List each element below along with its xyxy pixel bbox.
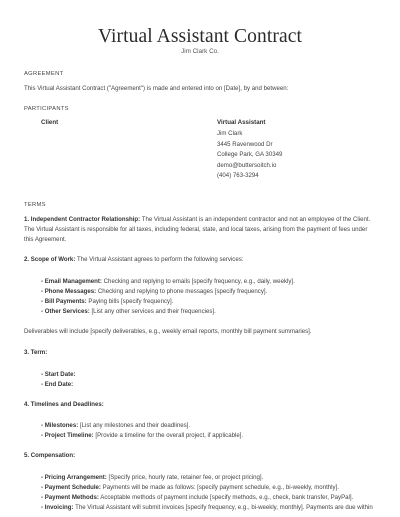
- section-4-heading: 4. Timelines and Deadlines:: [24, 401, 104, 408]
- participants-label: PARTICIPANTS: [24, 106, 69, 112]
- va-address-city: College Park, GA 30349: [217, 151, 283, 158]
- compensation-item: - Invoicing: The Virtual Assistant will submit invoices [specify frequency, e.g., bi-weekly, monthly]. Payments are due within: [41, 504, 373, 511]
- section-1-line-2: The Virtual Assistant is responsible for all taxes, including federal, state, and local taxes, arising from the payment of fees under: [24, 226, 368, 233]
- deliverables-text: Deliverables will include [specify deliverables, e.g., weekly email reports, monthly bill payment summaries].: [24, 328, 312, 335]
- section-5-heading: 5. Compensation:: [24, 452, 76, 459]
- section-2-heading: 2. Scope of Work:: [24, 256, 76, 263]
- section-3-heading: 3. Term:: [24, 349, 48, 356]
- agreement-text: This Virtual Assistant Contract ("Agreement") is made and entered into on [Date], by and between:: [24, 85, 289, 92]
- terms-label: TERMS: [24, 202, 46, 208]
- start-date: - Start Date:: [41, 371, 76, 378]
- scope-item: - Bill Payments: Paying bills [specify frequency].: [41, 298, 174, 305]
- end-date: - End Date:: [41, 381, 74, 388]
- agreement-label: AGREEMENT: [24, 71, 64, 77]
- company-name: Jim Clark Co.: [181, 48, 219, 55]
- va-name: Jim Clark: [217, 130, 243, 137]
- section-1-line-3: this Agreement.: [24, 236, 67, 243]
- va-address-street: 3445 Ravenwood Dr: [217, 141, 273, 148]
- scope-item: - Phone Messages: Checking and replying to phone messages [specify frequency].: [41, 288, 268, 295]
- va-role: Virtual Assistant: [217, 119, 266, 126]
- client-role: Client: [41, 119, 59, 126]
- compensation-item: - Payment Methods: Acceptable methods of payment include [specify methods, e.g., check, bank transfer, PayPal].: [41, 494, 354, 501]
- va-phone: (404) 763-3294: [217, 172, 259, 179]
- scope-item: - Email Management: Checking and replying to emails [specify frequency, e.g., daily, weekly].: [41, 278, 295, 285]
- timeline-item: - Milestones: [List any milestones and their deadlines].: [41, 422, 191, 429]
- section-1-heading: 1. Independent Contractor Relationship:: [24, 216, 141, 223]
- timeline-item: - Project Timeline: [Provide a timeline for the overall project, if applicable].: [41, 432, 244, 439]
- section-2-intro: 2. Scope of Work: The Virtual Assistant agrees to perform the following services:: [24, 256, 244, 263]
- section-1-line-1: 1. Independent Contractor Relationship: The Virtual Assistant is an independent contractor and not an employee of the Client.: [24, 216, 371, 223]
- compensation-item: - Payment Schedule: Payments will be made as follows: [specify payment schedule, e.g., bi-weekly, monthly].: [41, 484, 339, 491]
- document-title: Virtual Assistant Contract: [98, 26, 302, 47]
- scope-item: - Other Services: [List any other services and their frequencies].: [41, 308, 216, 315]
- va-email: demo@buttersoitch.io: [217, 162, 277, 169]
- compensation-item: - Pricing Arrangement: [Specify price, hourly rate, retainer fee, or project pricing].: [41, 474, 264, 481]
